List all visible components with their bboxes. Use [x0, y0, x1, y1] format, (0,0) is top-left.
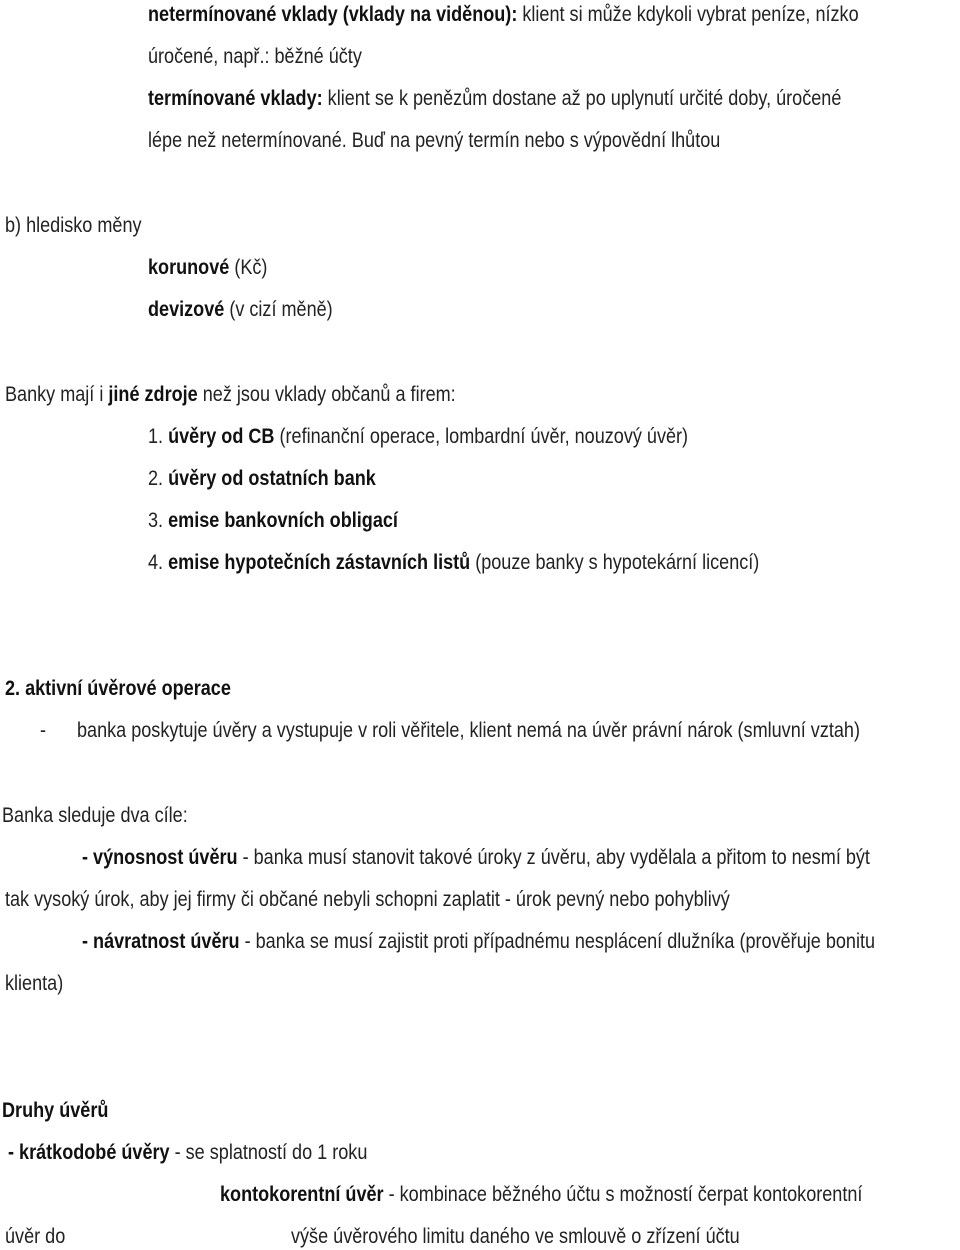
- loan-types-title: Druhy úvěrů: [2, 1099, 109, 1122]
- list-item-term: emise bankovních obligací: [168, 509, 398, 532]
- time-deposits-desc: klient se k penězům dostane až po uplynutí určité doby, úročené: [322, 87, 842, 110]
- yield-goal-line: [82, 845, 870, 871]
- demand-deposits-line: [148, 2, 859, 28]
- short-term-loans-term: - krátkodobé úvěry: [8, 1141, 170, 1164]
- list-item: [148, 550, 759, 576]
- koruna-term: korunové: [148, 256, 230, 279]
- goals-intro: Banka sleduje dva cíle:: [2, 804, 188, 827]
- foreign-deposits-line: [148, 297, 333, 323]
- time-deposits-line: [148, 86, 841, 112]
- return-goal-cont: klienta): [5, 972, 64, 995]
- return-goal-desc: - banka se musí zajistit proti případnému nesplácení dlužníka (prověřuje bonitu: [239, 930, 876, 953]
- active-operations-dash: -: [40, 719, 47, 742]
- return-goal-line: [82, 929, 875, 955]
- active-operations-desc: banka poskytuje úvěry a vystupuje v roli věřitele, klient nemá na úvěr právní nárok (smluvní vztah): [77, 719, 860, 742]
- time-deposits-term: termínované vklady:: [148, 87, 323, 110]
- list-item-term: emise hypotečních zástavních listů: [168, 551, 471, 574]
- other-sources-intro-a: Banky mají i: [5, 383, 109, 406]
- overdraft-loan-cont-a: úvěr do: [5, 1225, 66, 1248]
- list-item: [148, 466, 376, 492]
- yield-goal-term: - výnosnost úvěru: [82, 846, 238, 869]
- yield-goal-cont: tak vysoký úrok, aby jej firmy či občané nebyli schopni zaplatit - úrok pevný nebo pohyblivý: [5, 888, 730, 911]
- list-item-term: úvěry od ostatních bank: [168, 467, 376, 490]
- list-item-number: 1.: [148, 425, 169, 448]
- demand-deposits-desc: klient si může kdykoli vybrat peníze, nízko: [517, 3, 859, 26]
- overdraft-loan-line: [220, 1182, 862, 1208]
- foreign-desc: (v cizí měně): [224, 298, 333, 321]
- return-goal-term: - návratnost úvěru: [82, 930, 240, 953]
- currency-heading: b) hledisko měny: [5, 214, 142, 237]
- overdraft-loan-cont-b: výše úvěrového limitu daného ve smlouvě o zřízení účtu: [291, 1225, 740, 1248]
- foreign-term: devizové: [148, 298, 225, 321]
- overdraft-loan-desc: - kombinace běžného účtu s možností čerpat kontokorentní: [383, 1183, 863, 1206]
- list-item-number: 2.: [148, 467, 169, 490]
- other-sources-intro: [5, 382, 456, 408]
- short-term-loans-line: [8, 1140, 367, 1166]
- loan-types-heading: [2, 1098, 108, 1124]
- list-item-number: 3.: [148, 509, 169, 532]
- active-operations-heading: [5, 676, 231, 702]
- overdraft-loan-term: kontokorentní úvěr: [220, 1183, 384, 1206]
- koruna-deposits-line: [148, 255, 267, 281]
- list-item-desc: (refinanční operace, lombardní úvěr, nouzový úvěr): [274, 425, 689, 448]
- list-item-number: 4.: [148, 551, 169, 574]
- koruna-desc: (Kč): [229, 256, 268, 279]
- list-item: [148, 424, 688, 450]
- active-operations-title: 2. aktivní úvěrové operace: [5, 677, 231, 700]
- list-item: [148, 508, 398, 534]
- yield-goal-desc: - banka musí stanovit takové úroky z úvěru, aby vydělala a přitom to nesmí být: [237, 846, 870, 869]
- list-item-desc: (pouze banky s hypotekární licencí): [470, 551, 760, 574]
- other-sources-intro-c: než jsou vklady občanů a firem:: [197, 383, 456, 406]
- demand-deposits-term: netermínované vklady (vklady na viděnou):: [148, 3, 518, 26]
- short-term-loans-desc: - se splatností do 1 roku: [169, 1141, 368, 1164]
- time-deposits-cont: lépe než netermínované. Buď na pevný termín nebo s výpovědní lhůtou: [148, 129, 721, 152]
- demand-deposits-cont: úročené, např.: běžné účty: [148, 45, 362, 68]
- other-sources-term: jiné zdroje: [108, 383, 198, 406]
- list-item-term: úvěry od CB: [168, 425, 275, 448]
